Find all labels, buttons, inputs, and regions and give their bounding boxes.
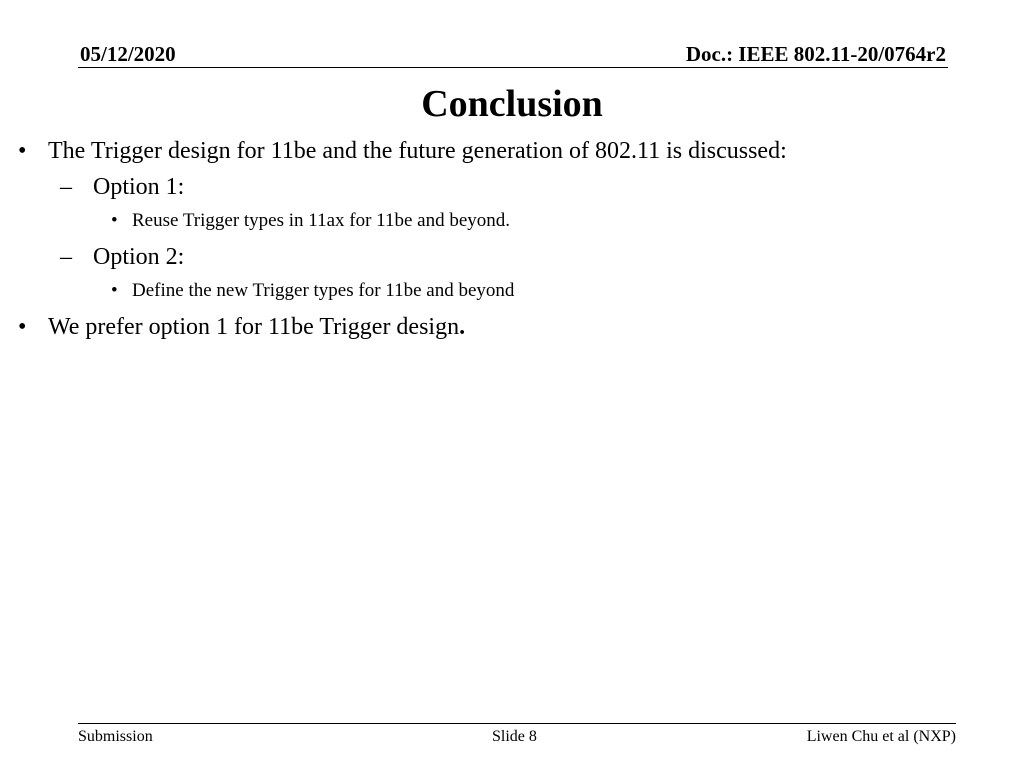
footer-slide-number: Slide 8 [492,728,537,745]
bullet-marker: • [111,210,118,231]
bullet-level3 [111,209,510,233]
bullet-suffix: . [459,314,466,340]
bullet-marker: • [18,314,27,340]
bullet-marker: – [60,244,72,270]
header-rule [78,67,948,68]
bullet-level2 [60,242,184,272]
header-doc-id: Doc.: IEEE 802.11-20/0764r2 [685,42,946,66]
bullet-level2 [60,172,184,202]
footer-submission: Submission [78,728,153,745]
bullet-text: Option 1: [93,174,185,200]
bullet-marker: • [18,138,27,164]
bullet-level3 [111,279,514,303]
bullet-text: The Trigger design for 11be and the future generation of 802.11 is discussed: [48,138,787,164]
header-date: 05/12/2020 [80,42,176,66]
bullet-text: Reuse Trigger types in 11ax for 11be and beyond. [132,210,511,231]
footer-author: Liwen Chu et al (NXP) [806,728,956,745]
slide-title: Conclusion [421,83,603,125]
bullet-text: Define the new Trigger types for 11be and beyond [132,280,515,301]
footer-rule [78,723,956,724]
bullet-level1 [18,136,787,166]
bullet-text: We prefer option 1 for 11be Trigger design [48,314,460,340]
bullet-level1 [18,312,465,342]
bullet-marker: • [111,280,118,301]
bullet-text: Option 2: [93,244,185,270]
bullet-marker: – [60,174,72,200]
